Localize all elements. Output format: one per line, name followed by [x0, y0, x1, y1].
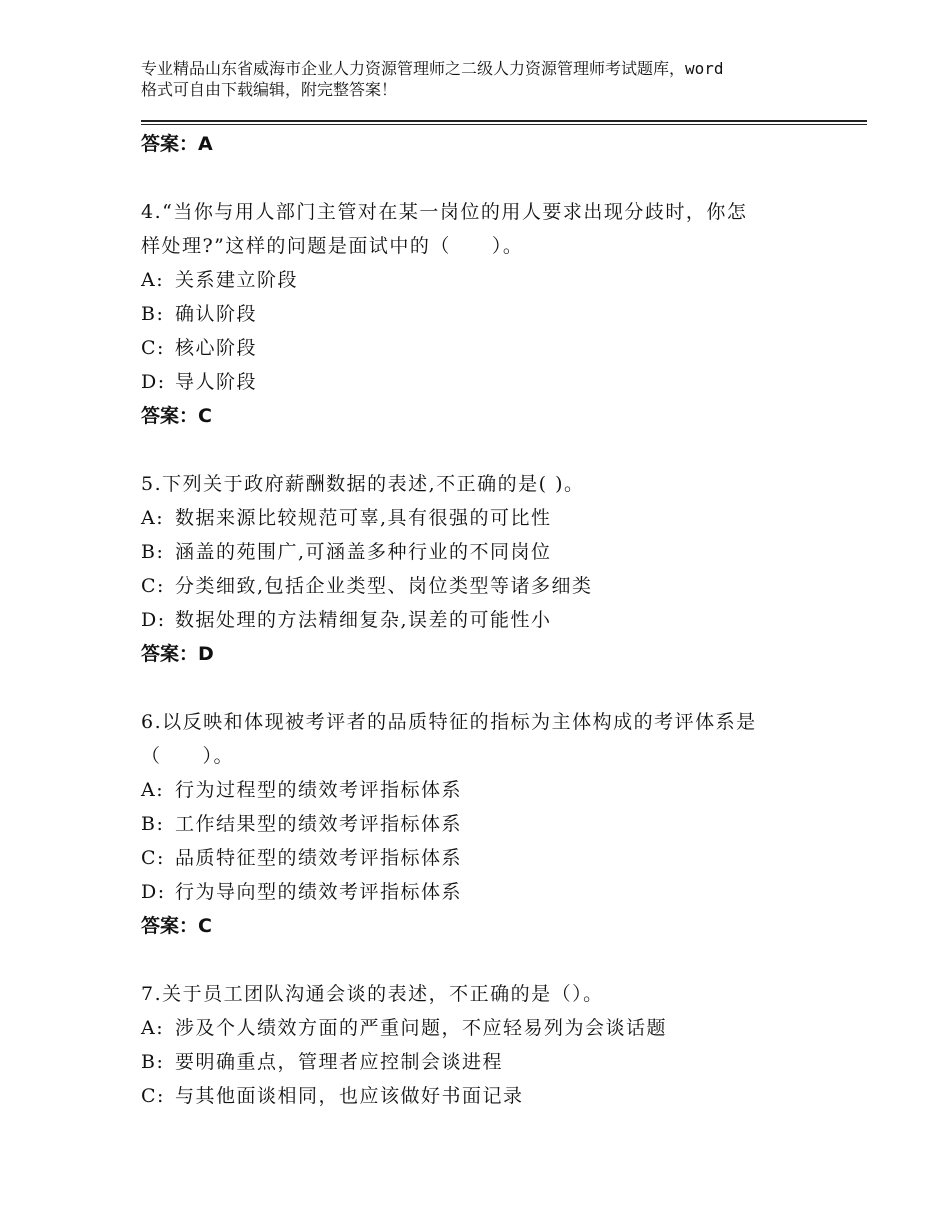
- option-a: [141, 501, 861, 535]
- option-letter: A:: [141, 507, 165, 529]
- option-b: [141, 535, 861, 569]
- option-letter: C:: [141, 847, 165, 869]
- option-c: [141, 1079, 861, 1113]
- option-d: [141, 365, 861, 399]
- option-text: 行为导向型的绩效考评指标体系: [175, 881, 463, 903]
- header-rule-thin: [141, 124, 867, 125]
- answer-line: 答案：C: [141, 915, 212, 937]
- option-a: [141, 1011, 861, 1045]
- option-a: [141, 263, 861, 297]
- header-line-1: 专业精品山东省威海市企业人力资源管理师之二级人力资源管理师考试题库，word: [141, 59, 724, 78]
- option-text: 品质特征型的绩效考评指标体系: [175, 847, 463, 869]
- option-letter: C:: [141, 337, 165, 359]
- question-text-line: 4.“当你与用人部门主管对在某一岗位的用人要求出现分歧时，你怎: [141, 201, 748, 223]
- option-text: 确认阶段: [175, 303, 258, 325]
- question-text-line: 5.下列关于政府薪酬数据的表述,不正确的是( )。: [141, 473, 585, 495]
- option-a: [141, 773, 861, 807]
- question-6: [141, 705, 861, 943]
- option-c: [141, 331, 861, 365]
- answer-line: 答案：D: [141, 643, 214, 665]
- question-text-line: 6.以反映和体现被考评者的品质特征的指标为主体构成的考评体系是: [141, 711, 757, 733]
- document-body: [141, 127, 861, 1113]
- option-b: [141, 1045, 861, 1079]
- header-line-2: 格式可自由下载编辑，附完整答案！: [141, 80, 398, 99]
- option-text: 涵盖的苑围广,可涵盖多种行业的不同岗位: [175, 541, 552, 563]
- option-letter: D:: [141, 881, 166, 903]
- option-letter: D:: [141, 371, 166, 393]
- question-text: [141, 705, 861, 773]
- option-text: 数据来源比较规范可辜,具有很强的可比性: [175, 507, 552, 529]
- question-text-line: 样处理?”这样的问题是面试中的（ ）。: [141, 235, 524, 257]
- option-letter: D:: [141, 609, 166, 631]
- option-c: [141, 569, 861, 603]
- option-letter: B:: [141, 541, 165, 563]
- option-text: 涉及个人绩效方面的严重问题，不应轻易列为会谈话题: [175, 1017, 668, 1039]
- option-letter: A:: [141, 779, 165, 801]
- option-letter: C:: [141, 1085, 165, 1107]
- option-letter: B:: [141, 303, 165, 325]
- option-letter: C:: [141, 575, 165, 597]
- question-text: [141, 467, 861, 501]
- option-text: 要明确重点，管理者应控制会谈进程: [175, 1051, 504, 1073]
- option-letter: A:: [141, 269, 165, 291]
- option-text: 关系建立阶段: [175, 269, 299, 291]
- answer-line: 答案：A: [141, 133, 213, 155]
- question-text-line: 7.关于员工团队沟通会谈的表述，不正确的是（）。: [141, 983, 604, 1005]
- option-d: [141, 875, 861, 909]
- option-text: 数据处理的方法精细复杂,误差的可能性小: [175, 609, 552, 631]
- answer-line: 答案：C: [141, 405, 212, 427]
- option-letter: B:: [141, 813, 165, 835]
- option-letter: A:: [141, 1017, 165, 1039]
- question-4: [141, 195, 861, 433]
- option-text: 分类细致,包括企业类型、岗位类型等诸多细类: [175, 575, 593, 597]
- option-text: 与其他面谈相同，也应该做好书面记录: [175, 1085, 524, 1107]
- document-header: [141, 58, 831, 100]
- option-d: [141, 603, 861, 637]
- question-7: [141, 977, 861, 1113]
- option-b: [141, 807, 861, 841]
- option-text: 行为过程型的绩效考评指标体系: [175, 779, 463, 801]
- question-text: [141, 195, 861, 263]
- question-5: [141, 467, 861, 671]
- option-c: [141, 841, 861, 875]
- option-letter: B:: [141, 1051, 165, 1073]
- header-rule-thick: [141, 120, 867, 122]
- question-text-line: （ ）。: [141, 745, 235, 767]
- question-text: [141, 977, 861, 1011]
- option-text: 导人阶段: [175, 371, 258, 393]
- option-text: 工作结果型的绩效考评指标体系: [175, 813, 463, 835]
- option-text: 核心阶段: [175, 337, 258, 359]
- option-b: [141, 297, 861, 331]
